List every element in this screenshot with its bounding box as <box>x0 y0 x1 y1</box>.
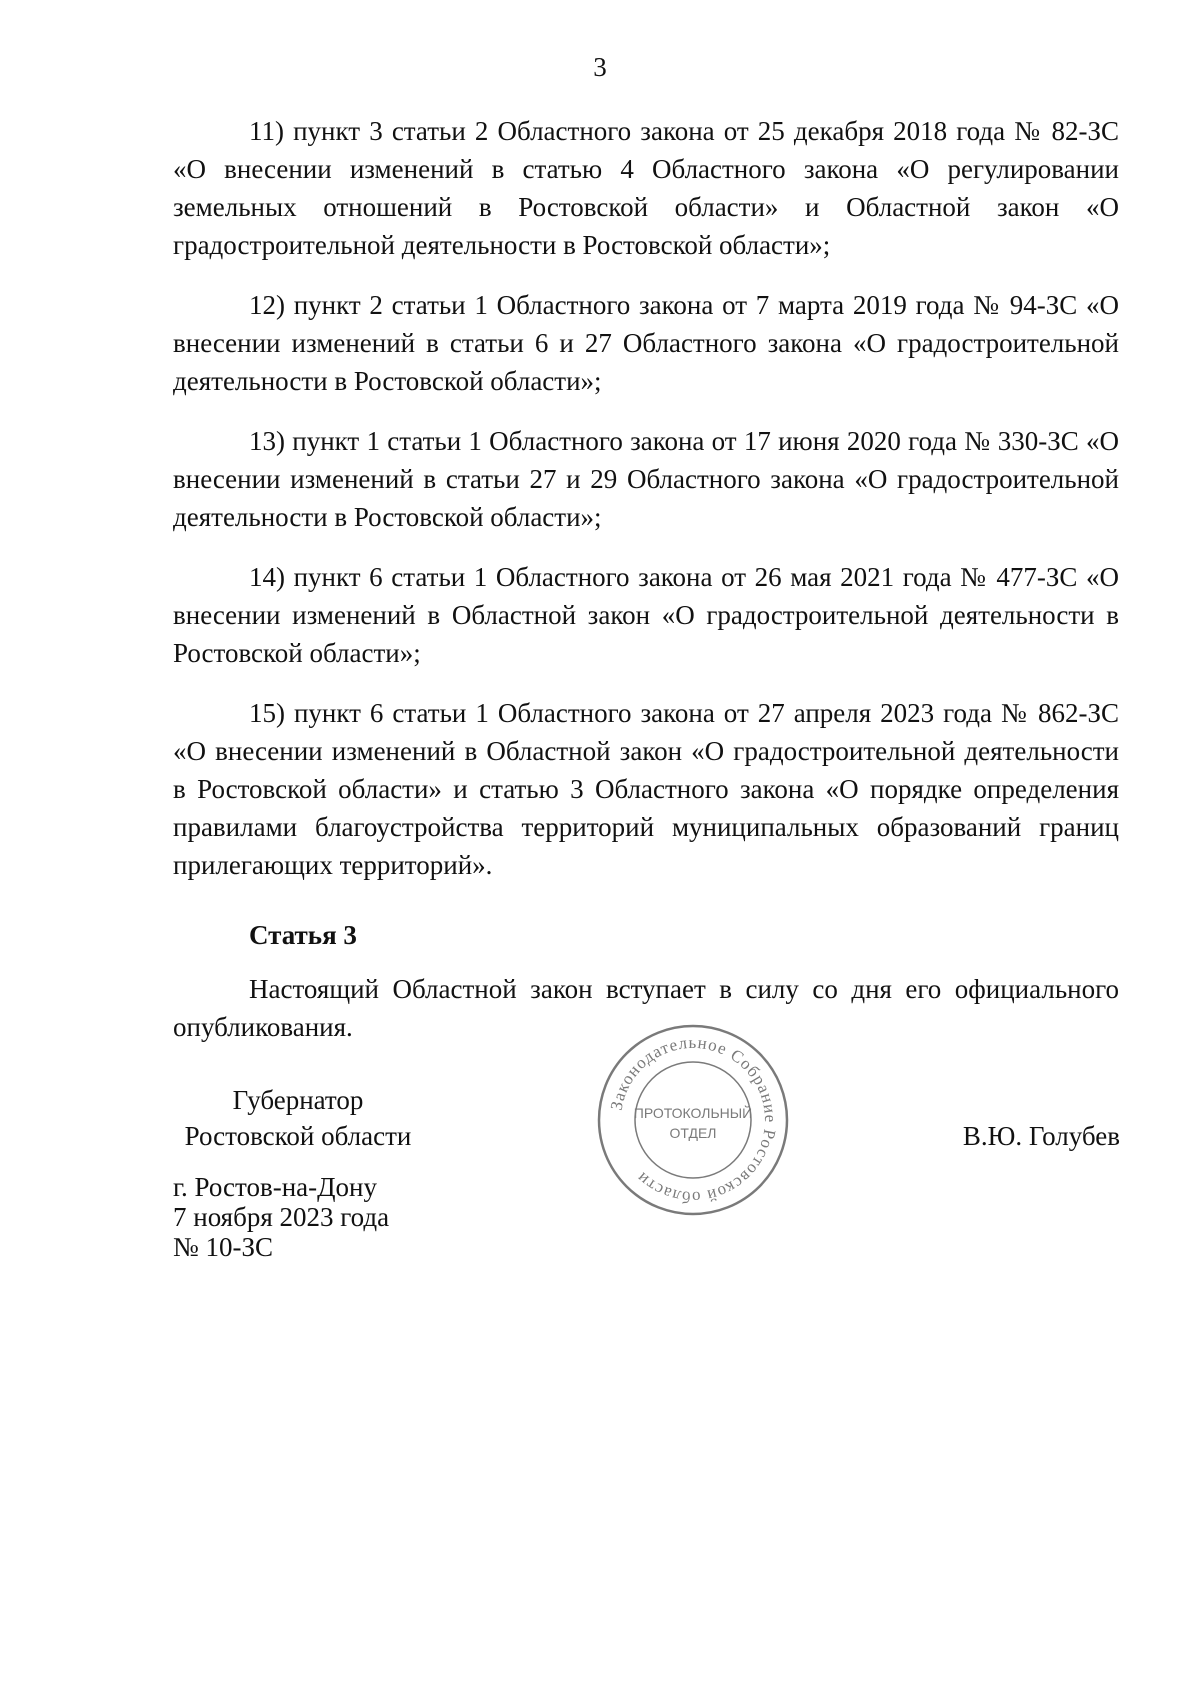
document-body <box>173 112 1119 1068</box>
place-city: г. Ростов-на-Дону <box>173 1172 378 1202</box>
stamp-center-line-1: ПРОТОКОЛЬНЫЙ <box>633 1105 753 1121</box>
list-item-12: 12) пункт 2 статьи 1 Областного закона от 7 марта 2019 года № 94-ЗС «О внесении изменений в статьи 6 и 27 Областного закона «О градостроительной деятельности в Ростовской области»; <box>173 290 1119 396</box>
page-number: 3 <box>593 52 607 82</box>
stamp-center-line-2: ОТДЕЛ <box>669 1125 717 1141</box>
law-date: 7 ноября 2023 года <box>173 1202 390 1232</box>
list-item-13: 13) пункт 1 статьи 1 Областного закона от 17 июня 2020 года № 330-ЗС «О внесении изменений в статьи 27 и 29 Областного закона «О градостроительной деятельности в Ростовской области»; <box>173 426 1119 532</box>
signatory-title <box>173 1082 423 1154</box>
signatory-title-line-2: Ростовской области <box>184 1121 412 1151</box>
stamp-seal-icon <box>593 1020 793 1220</box>
list-item-14: 14) пункт 6 статьи 1 Областного закона от 26 мая 2021 года № 477-ЗС «О внесении изменений в Областной закон «О градостроительной деятельности в Ростовской области»; <box>173 562 1119 668</box>
official-stamp <box>593 1020 793 1220</box>
signatory-title-line-1: Губернатор <box>232 1085 364 1115</box>
signatory-name: В.Ю. Голубев <box>962 1121 1120 1151</box>
place-date-block <box>173 1172 389 1262</box>
article-3-heading: Статья 3 <box>249 920 357 950</box>
list-item-11: 11) пункт 3 статьи 2 Областного закона от 25 декабря 2018 года № 82-ЗС «О внесении изменений в статью 4 Областного закона «О регулировании земельных отношений в Ростовской области» и Областной закон «О градостроительной деятельности в Ростовской области»; <box>173 116 1119 260</box>
law-number: № 10-ЗС <box>173 1232 274 1262</box>
article-3-text: Настоящий Областной закон вступает в силу со дня его официального опубликования. <box>173 974 1119 1042</box>
list-item-15: 15) пункт 6 статьи 1 Областного закона от 27 апреля 2023 года № 862-ЗС «О внесении изменений в Областной закон «О градостроительной деятельности в Ростовской области» и статью 3 Областного закона «О порядке определения правилами благоустройства территорий муниципальных образований границ прилегающих территорий». <box>173 698 1119 880</box>
stamp-ring-text: Законодательное Собрание Ростовской области <box>606 1032 781 1208</box>
